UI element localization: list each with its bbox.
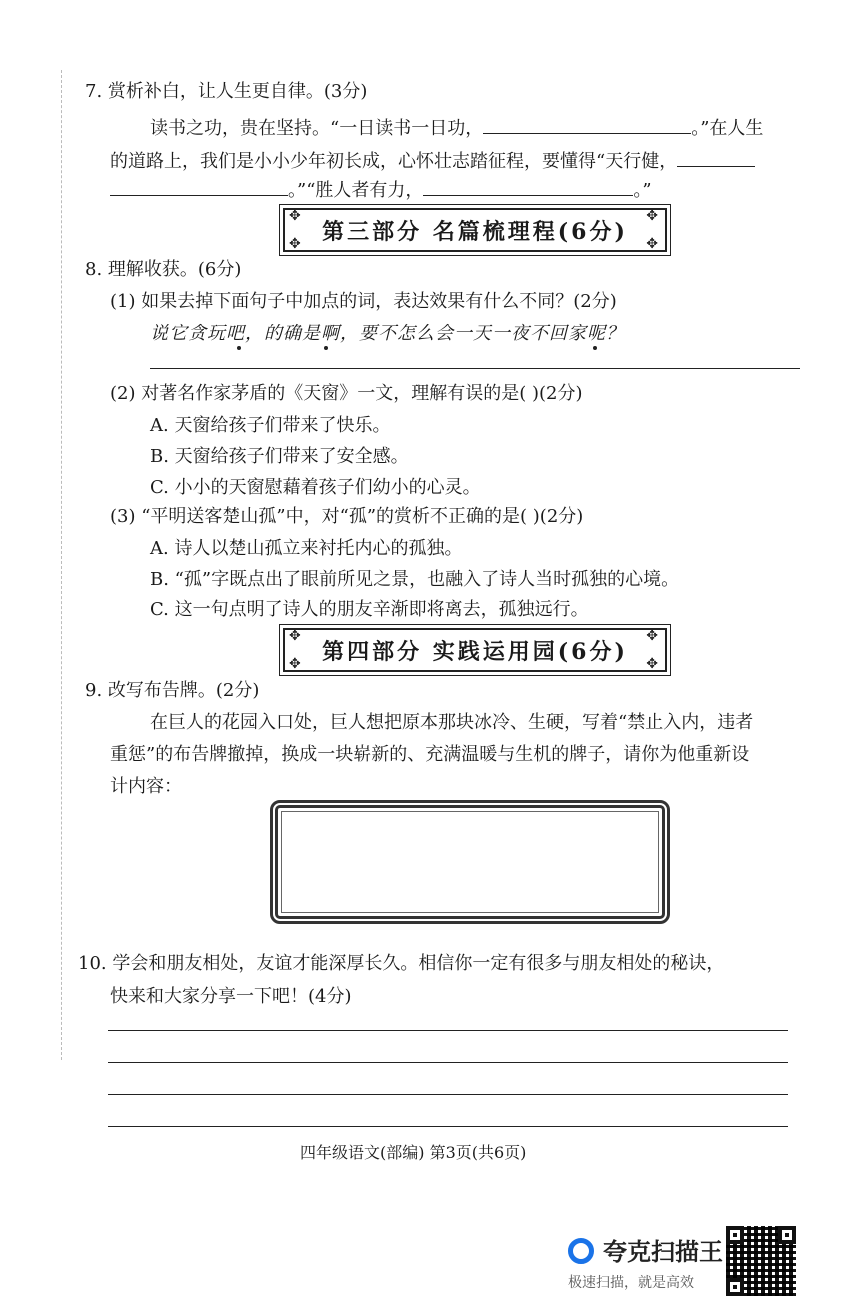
q8-sub2-option-c: C. 小小的天窗慰藉着孩子们幼小的心灵。 xyxy=(150,477,481,498)
q7-line3-end: 。” xyxy=(633,180,652,201)
q7-line1 xyxy=(150,115,763,141)
q8-sub1-sentence: 说它贪玩吧，的确是啊，要不怎么会一天一夜不回家呢？ xyxy=(150,323,625,344)
q9-heading: 9. 改写布告牌。(2分) xyxy=(85,680,260,701)
q10-answer-line[interactable] xyxy=(108,1062,788,1063)
q8-sub3-option-b: B. “孤”字既点出了眼前所见之景，也融入了诗人当时孤独的心境。 xyxy=(150,569,680,590)
qr-code-icon xyxy=(726,1226,796,1296)
q8-sub3: (3) “平明送客楚山孤”中，对“孤”的赏析不正确的是( )(2分) xyxy=(110,506,584,527)
q7-line1-text: 读书之功，贵在坚持。“一日读书一日功， xyxy=(150,118,484,139)
watermark-brand: 夸克扫描王 xyxy=(603,1238,723,1266)
q8-sub3-option-a: A. 诗人以楚山孤立来衬托内心的孤独。 xyxy=(150,538,463,559)
section3-banner: ✥ ✥ ✥ ✥ 第三部分 名篇梳理程(6分) xyxy=(283,208,667,252)
scanner-logo-icon xyxy=(568,1238,594,1264)
q7-line3-text: 。”“胜人者有力， xyxy=(288,180,424,201)
q8-sub3-option-c: C. 这一句点明了诗人的朋友辛渐即将离去，孤独远行。 xyxy=(150,599,589,620)
q10-answer-line[interactable] xyxy=(108,1126,788,1127)
q9-body-line2: 重惩”的布告牌撤掉，换成一块崭新的、充满温暖与生机的牌子，请你为他重新设 xyxy=(110,744,750,765)
q7-blank-2a[interactable] xyxy=(677,148,755,167)
q7-blank-2b[interactable] xyxy=(110,177,288,196)
section4-title: 第四部分 实践运用园(6分) xyxy=(322,638,628,665)
q7-heading: 7. 赏析补白，让人生更自律。(3分) xyxy=(85,81,368,102)
q7-line2-text: 的道路上，我们是小小少年初长成，心怀壮志踏征程，要懂得“天行健， xyxy=(110,151,678,172)
q7-line1-end: 。”在人生 xyxy=(691,118,764,139)
q10-heading: 10. 学会和朋友相处，友谊才能深厚长久。相信你一定有很多与朋友相处的秘诀， xyxy=(78,953,725,974)
q9-body-line3: 计内容： xyxy=(110,776,182,797)
q8-heading: 8. 理解收获。(6分) xyxy=(85,259,242,280)
section4-banner: ✥ ✥ ✥ ✥ 第四部分 实践运用园(6分) xyxy=(283,628,667,672)
q8-sub2-option-a: A. 天窗给孩子们带来了快乐。 xyxy=(150,415,391,436)
q7-blank-1[interactable] xyxy=(483,115,691,134)
page-footer: 四年级语文(部编) 第3页(共6页) xyxy=(300,1143,527,1162)
q10-answer-line[interactable] xyxy=(108,1094,788,1095)
q9-answer-frame[interactable] xyxy=(270,800,670,924)
q8-sub2: (2) 对著名作家茅盾的《天窗》一文，理解有误的是( )(2分) xyxy=(110,383,583,404)
q10-heading-line2: 快来和大家分享一下吧！(4分) xyxy=(110,986,352,1007)
q7-line2 xyxy=(110,148,755,174)
emphasis-dot xyxy=(593,346,597,350)
q10-answer-line[interactable] xyxy=(108,1030,788,1031)
q8-sub2-option-b: B. 天窗给孩子们带来了安全感。 xyxy=(150,446,409,467)
q9-body-line1: 在巨人的花园入口处，巨人想把原本那块冰冷、生硬，写着“禁止入内，违者 xyxy=(150,712,754,733)
emphasis-dot xyxy=(237,346,241,350)
q8-sub1: (1) 如果去掉下面句子中加点的词，表达效果有什么不同？(2分) xyxy=(110,291,617,312)
section3-title: 第三部分 名篇梳理程(6分) xyxy=(322,218,628,245)
q7-blank-3[interactable] xyxy=(423,177,633,196)
watermark-slogan: 极速扫描，就是高效 xyxy=(568,1275,694,1291)
emphasis-dot xyxy=(324,346,328,350)
q8-answer-line[interactable] xyxy=(150,368,800,369)
q7-line3 xyxy=(110,177,652,203)
binding-margin-rule xyxy=(61,70,62,1060)
